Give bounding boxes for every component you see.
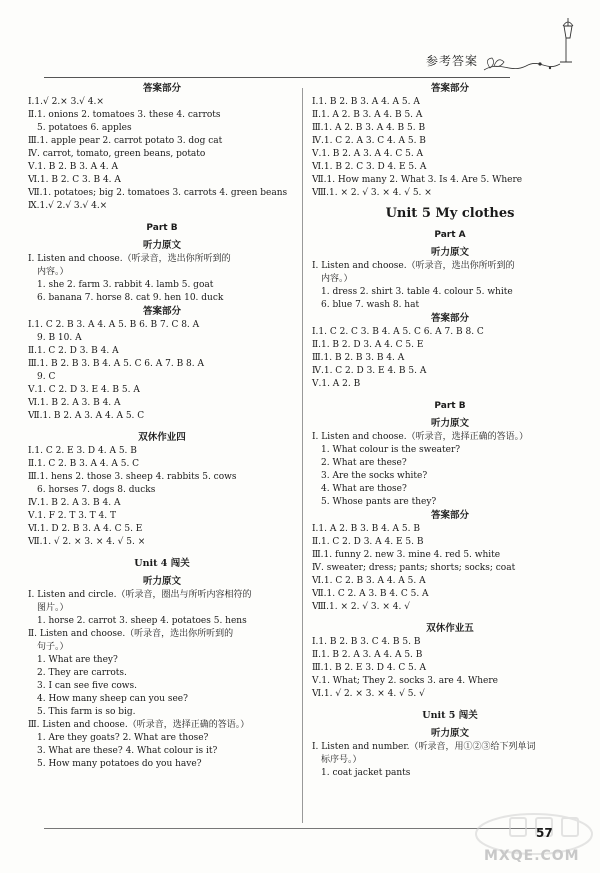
answer-line: 1. dress 2. shirt 3. table 4. colour 5. white bbox=[321, 287, 513, 297]
answer-line: 内容。） bbox=[37, 267, 69, 277]
answer-line: 3. What are these? 4. What colour is it? bbox=[37, 746, 218, 756]
answer-line: Ⅴ.1. What; They 2. socks 3. are 4. Where bbox=[312, 676, 499, 686]
answer-line: 5. potatoes 6. apples bbox=[37, 123, 132, 133]
spacer bbox=[312, 391, 588, 399]
answer-line: Ⅳ. sweater; dress; pants; shorts; socks; coat bbox=[312, 563, 516, 573]
section-heading: Unit 5 闯关 bbox=[422, 710, 478, 721]
answer-line: 2. They are carrots. bbox=[37, 668, 127, 678]
answer-line: Ⅰ. Listen and number.（听录音，用①②③给下列单词 bbox=[312, 742, 536, 752]
spacer bbox=[28, 213, 296, 221]
answer-line: Ⅲ.1. funny 2. new 3. mine 4. red 5. white bbox=[312, 550, 501, 560]
section-heading: Part A bbox=[434, 230, 466, 240]
answer-line: Ⅱ.1. C 2. D 3. B 4. A bbox=[28, 346, 119, 356]
section-heading: 双休作业五 bbox=[426, 623, 474, 634]
answer-line: 内容。） bbox=[321, 274, 353, 284]
answer-line: Ⅵ.1. B 2. A 3. B 4. A bbox=[28, 398, 121, 408]
answer-line: Ⅲ.1. B 2. B 3. B 4. A bbox=[312, 353, 405, 363]
answer-column-right bbox=[312, 82, 588, 780]
section-heading: 听力原文 bbox=[430, 728, 469, 739]
answer-line: Ⅰ.1.√ 2.× 3.√ 4.× bbox=[28, 97, 104, 107]
page-header bbox=[0, 0, 600, 78]
answer-line: Ⅶ.1. C 2. A 3. B 4. C 5. A bbox=[312, 589, 429, 599]
answer-line: Ⅳ. carrot, tomato, green beans, potato bbox=[28, 149, 206, 159]
answer-line: Ⅱ.1. onions 2. tomatoes 3. these 4. carrots bbox=[28, 110, 221, 120]
answer-line: 1. Are they goats? 2. What are those? bbox=[37, 733, 209, 743]
section-heading: 答案部分 bbox=[430, 83, 469, 94]
section-heading: 答案部分 bbox=[142, 306, 181, 317]
answer-line: Ⅶ.1. √ 2. × 3. × 4. √ 5. × bbox=[28, 537, 146, 547]
answer-line: 4. What are those? bbox=[321, 484, 407, 494]
answer-line: 句子。） bbox=[37, 642, 69, 652]
answer-line: 1. coat jacket pants bbox=[321, 768, 411, 778]
answer-line: 1. What colour is the sweater? bbox=[321, 445, 461, 455]
answer-line: Ⅲ. Listen and choose.（听录音，选择正确的答语。） bbox=[28, 720, 250, 730]
answer-line: Ⅵ.1. √ 2. × 3. × 4. √ 5. √ bbox=[312, 689, 425, 699]
answer-line: Ⅲ.1. B 2. E 3. D 4. C 5. A bbox=[312, 663, 427, 673]
answer-line: Ⅴ.1. A 2. B bbox=[312, 379, 361, 389]
answer-line: Ⅱ. Listen and choose.（听录音，选出你所听到的 bbox=[28, 629, 234, 639]
answer-line: Ⅰ.1. C 2. B 3. A 4. A 5. B 6. B 7. C 8. A bbox=[28, 320, 200, 330]
spacer bbox=[28, 549, 296, 557]
answer-line: Ⅱ.1. B 2. D 3. A 4. C 5. E bbox=[312, 340, 424, 350]
answer-line: 2. What are these? bbox=[321, 458, 407, 468]
answer-line: Ⅲ.1. B 2. B 3. B 4. A 5. C 6. A 7. B 8. A bbox=[28, 359, 204, 369]
answer-line: 图片。） bbox=[37, 603, 69, 613]
answer-line: Ⅰ.1. B 2. B 3. A 4. A 5. A bbox=[312, 97, 420, 107]
answer-line: Ⅰ.1. B 2. B 3. C 4. B 5. B bbox=[312, 637, 421, 647]
answer-line: 6. blue 7. wash 8. hat bbox=[321, 300, 420, 310]
header-title: 参考答案 bbox=[426, 54, 479, 68]
answer-line: 3. Are the socks white? bbox=[321, 471, 428, 481]
answer-line: Ⅲ.1. apple pear 2. carrot potato 3. dog cat bbox=[28, 136, 223, 146]
answer-line: 1. What are they? bbox=[37, 655, 118, 665]
answer-line: Ⅱ.1. C 2. D 3. A 4. E 5. B bbox=[312, 537, 424, 547]
answer-line: Ⅰ. Listen and circle.（听录音，圈出与所听内容相符的 bbox=[28, 590, 252, 600]
answer-line: 5. This farm is so big. bbox=[37, 707, 136, 717]
section-heading: 答案部分 bbox=[430, 313, 469, 324]
section-heading: 双休作业四 bbox=[138, 432, 186, 443]
watermark-text: MXQE.COM bbox=[484, 848, 580, 864]
answer-line: 标序号。） bbox=[321, 755, 362, 765]
answer-line: 4. How many sheep can you see? bbox=[37, 694, 188, 704]
answer-line: Ⅴ.1. B 2. B 3. A 4. A bbox=[28, 162, 118, 172]
answer-line: Ⅴ.1. C 2. D 3. E 4. B 5. A bbox=[28, 385, 140, 395]
answer-line: Ⅴ.1. B 2. A 3. A 4. C 5. A bbox=[312, 149, 424, 159]
section-heading: 答案部分 bbox=[142, 83, 181, 94]
answer-line: Ⅲ.1. hens 2. those 3. sheep 4. rabbits 5. cows bbox=[28, 472, 237, 482]
answer-line: Ⅲ.1. A 2. B 3. A 4. B 5. B bbox=[312, 123, 426, 133]
answer-line: Ⅶ.1. potatoes; big 2. tomatoes 3. carrots 4. green beans bbox=[28, 188, 288, 198]
answer-line: Ⅸ.1.√ 2.√ 3.√ 4.× bbox=[28, 201, 108, 211]
answer-line: 1. horse 2. carrot 3. sheep 4. potatoes 5. hens bbox=[37, 616, 247, 626]
section-heading: 答案部分 bbox=[430, 510, 469, 521]
answer-line: Ⅱ.1. C 2. B 3. A 4. A 5. C bbox=[28, 459, 140, 469]
answer-line: 1. she 2. farm 3. rabbit 4. lamb 5. goat bbox=[37, 280, 214, 290]
page-number: 57 bbox=[536, 826, 553, 840]
spacer bbox=[312, 701, 588, 709]
answer-line: Ⅳ.1. B 2. A 3. B 4. A bbox=[28, 498, 121, 508]
spacer bbox=[312, 614, 588, 622]
spacer bbox=[28, 423, 296, 431]
answer-line: 3. I can see five cows. bbox=[37, 681, 137, 691]
answer-line: Ⅵ.1. D 2. B 3. A 4. C 5. E bbox=[28, 524, 143, 534]
answer-line: Ⅴ.1. F 2. T 3. T 4. T bbox=[28, 511, 116, 521]
answer-line: Ⅳ.1. C 2. A 3. C 4. A 5. B bbox=[312, 136, 426, 146]
answer-line: Ⅰ.1. C 2. E 3. D 4. A 5. B bbox=[28, 446, 137, 456]
answer-line: Ⅰ. Listen and choose.（听录音，选择正确的答语。） bbox=[312, 432, 529, 442]
answer-line: Ⅱ.1. B 2. A 3. A 4. A 5. B bbox=[312, 650, 423, 660]
section-heading: Unit 4 闯关 bbox=[134, 558, 190, 569]
butterfly-vine-ornament-icon bbox=[480, 8, 600, 78]
footer-rule bbox=[44, 828, 539, 829]
section-heading: 听力原文 bbox=[430, 418, 469, 429]
answer-column-left bbox=[28, 82, 296, 771]
answer-line: Ⅰ.1. A 2. B 3. B 4. A 5. B bbox=[312, 524, 420, 534]
answer-line: Ⅰ.1. C 2. C 3. B 4. A 5. C 6. A 7. B 8. C bbox=[312, 327, 484, 337]
column-divider bbox=[302, 88, 303, 823]
answer-line: Ⅱ.1. A 2. B 3. A 4. B 5. A bbox=[312, 110, 423, 120]
section-heading: Part B bbox=[434, 401, 466, 411]
answer-line: 5. Whose pants are they? bbox=[321, 497, 437, 507]
answer-line: 5. How many potatoes do you have? bbox=[37, 759, 202, 769]
answer-line: 6. horses 7. dogs 8. ducks bbox=[37, 485, 156, 495]
answer-line: 9. B 10. A bbox=[37, 333, 82, 343]
answer-line: Ⅷ.1. × 2. √ 3. × 4. √ 5. × bbox=[312, 188, 432, 198]
answer-line: Ⅵ.1. B 2. C 3. B 4. A bbox=[28, 175, 121, 185]
answer-line: Ⅰ. Listen and choose.（听录音，选出你所听到的 bbox=[28, 254, 231, 264]
section-heading: 听力原文 bbox=[142, 576, 181, 587]
answer-line: Ⅵ.1. C 2. B 3. A 4. A 5. A bbox=[312, 576, 426, 586]
section-heading: Part B bbox=[146, 223, 178, 233]
section-heading: 听力原文 bbox=[430, 247, 469, 258]
unit-title: Unit 5 My clothes bbox=[385, 206, 515, 221]
header-rule bbox=[44, 77, 510, 78]
answer-line: Ⅰ. Listen and choose.（听录音，选出你所听到的 bbox=[312, 261, 515, 271]
answer-line: 9. C bbox=[37, 372, 56, 382]
answer-line: Ⅳ.1. C 2. D 3. E 4. B 5. A bbox=[312, 366, 427, 376]
answer-line: Ⅷ.1. × 2. √ 3. × 4. √ bbox=[312, 602, 410, 612]
section-heading: 听力原文 bbox=[142, 240, 181, 251]
answer-line: Ⅶ.1. How many 2. What 3. Is 4. Are 5. Where bbox=[312, 175, 523, 185]
answer-line: Ⅵ.1. B 2. C 3. D 4. E 5. A bbox=[312, 162, 427, 172]
answer-line: Ⅶ.1. B 2. A 3. A 4. A 5. C bbox=[28, 411, 145, 421]
answer-line: 6. banana 7. horse 8. cat 9. hen 10. duck bbox=[37, 293, 224, 303]
